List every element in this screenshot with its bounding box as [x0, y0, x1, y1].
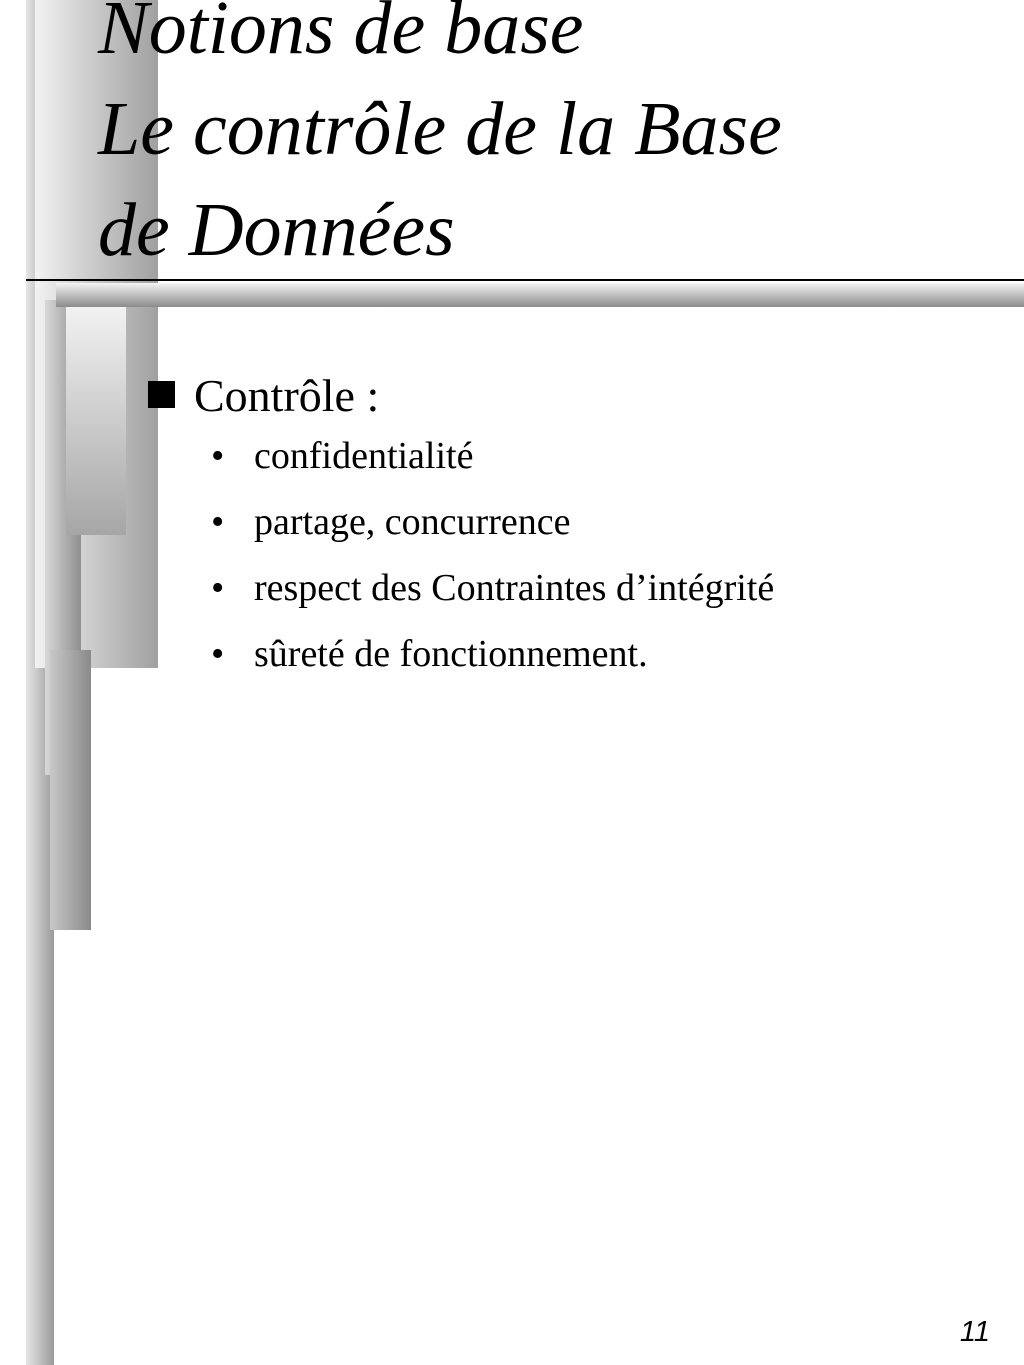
title-rule-bar	[56, 283, 1024, 307]
list-item-text: confidentialité	[254, 435, 474, 477]
list-item	[148, 566, 774, 610]
page-number: 11	[959, 1316, 990, 1348]
decorative-bar	[66, 300, 126, 535]
round-bullet-icon: •	[211, 633, 225, 675]
slide-title	[98, 0, 782, 281]
bullet-level1	[148, 368, 774, 424]
title-line: Notions de base	[98, 0, 584, 70]
slide-content	[148, 368, 774, 698]
round-bullet-icon: •	[211, 501, 225, 543]
decorative-bar	[50, 650, 91, 930]
round-bullet-icon: •	[211, 567, 225, 609]
list-item-text: sûreté de fonctionnement.	[254, 633, 648, 675]
square-bullet-icon	[148, 381, 175, 408]
title-divider	[26, 279, 1024, 281]
sub-bullet-list	[148, 434, 774, 676]
title-line: Le contrôle de la Base	[98, 87, 782, 171]
list-item-text: respect des Contraintes d’intégrité	[254, 567, 775, 609]
list-item-text: partage, concurrence	[254, 501, 571, 543]
list-item	[148, 500, 774, 544]
list-item	[148, 434, 774, 478]
title-line: de Données	[98, 188, 455, 272]
list-item	[148, 632, 774, 676]
round-bullet-icon: •	[211, 435, 225, 477]
bullet-label: Contrôle :	[194, 370, 380, 421]
